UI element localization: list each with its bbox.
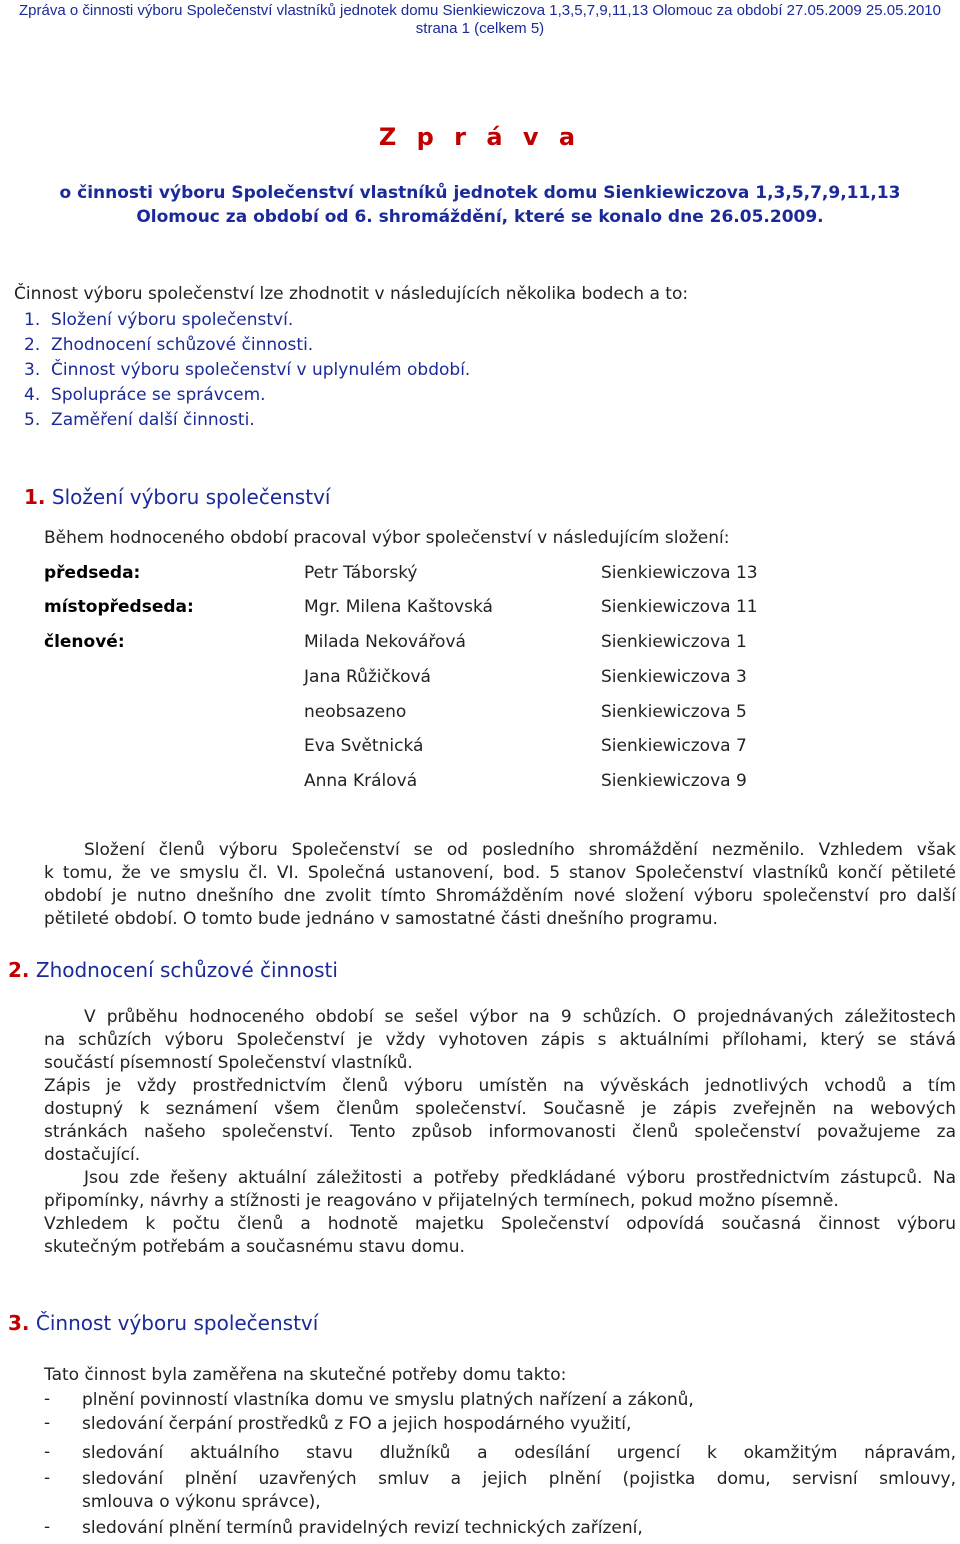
document-subtitle-line1: o činnosti výboru Společenství vlastníků jednotek domu Sienkiewiczova 1,3,5,7,9,11,13 <box>59 183 901 203</box>
member-name: Anna Králová <box>304 771 418 791</box>
member-name: Mgr. Milena Kaštovská <box>304 597 493 617</box>
member-role: místopředseda: <box>44 597 194 617</box>
section-lead: Tato činnost byla zaměřena na skutečné potřeby domu takto: <box>44 1365 567 1385</box>
page-header-pagination: strana 1 (celkem 5) <box>415 20 545 37</box>
page-header-title: Zpráva o činnosti výboru Společenství vlastníků jednotek domu Sienkiewiczova 1,3,5,7,9,11,13 Olomouc za období 27.05.2009 25.05.2010 <box>19 2 941 19</box>
member-name: neobsazeno <box>304 702 407 722</box>
list-bullet: - <box>44 1517 51 1537</box>
member-address: Sienkiewiczova 9 <box>601 771 747 791</box>
list-bullet: - <box>44 1413 51 1433</box>
toc-item: 1. Složení výboru společenství. <box>24 310 294 330</box>
toc-item: 2. Zhodnocení schůzové činnosti. <box>24 335 314 355</box>
section1-paragraph: Složení členů výboru Společenství se od posledního shromáždění nezměnilo. Vzhledem však k tomu, že ve smyslu čl. VI. Společná ustanovení, bod. 5 stanov Společenství vlastníků končí pětileté období je nutno dnešního dne zvolit tímto Shromážděním nové složení výboru společenství pro další pětileté období. O tomto bude jednáno v samostatné části dnešního programu. <box>44 840 956 929</box>
document-title: Z p r á v a <box>378 123 582 151</box>
member-name: Milada Nekovářová <box>304 632 466 652</box>
member-name: Jana Růžičková <box>304 667 431 687</box>
list-bullet: - <box>44 1442 51 1462</box>
list-item: sledování aktuálního stavu dlužníků a odesílání urgencí k okamžitým nápravám, <box>82 1443 956 1463</box>
toc-item: 4. Spolupráce se správcem. <box>24 385 266 405</box>
member-address: Sienkiewiczova 1 <box>601 632 747 652</box>
list-bullet: - <box>44 1468 51 1488</box>
section-heading: 3. Činnost výboru společenství <box>8 1311 319 1335</box>
member-address: Sienkiewiczova 3 <box>601 667 747 687</box>
section-heading: 2. Zhodnocení schůzové činnosti <box>8 958 338 982</box>
list-item: plnění povinností vlastníka domu ve smyslu platných nařízení a zákonů, <box>82 1390 694 1410</box>
member-address: Sienkiewiczova 5 <box>601 702 747 722</box>
document-subtitle-line2: Olomouc za období od 6. shromáždění, které se konalo dne 26.05.2009. <box>136 207 824 227</box>
member-address: Sienkiewiczova 11 <box>601 597 758 617</box>
list-item: sledování čerpání prostředků z FO a jejich hospodárného využití, <box>82 1414 632 1434</box>
member-role: členové: <box>44 632 125 652</box>
list-bullet: - <box>44 1389 51 1409</box>
section-lead: Během hodnoceného období pracoval výbor společenství v následujícím složení: <box>44 528 730 548</box>
member-address: Sienkiewiczova 13 <box>601 563 758 583</box>
list-item: sledování plnění uzavřených smluv a jejich plnění (pojistka domu, servisní smlouvy, smlouva o výkonu správce), <box>82 1469 956 1512</box>
toc-item: 5. Zaměření další činnosti. <box>24 410 255 430</box>
list-item: sledování plnění termínů pravidelných revizí technických zařízení, <box>82 1518 643 1538</box>
section-heading: 1. Složení výboru společenství <box>24 485 331 509</box>
intro-text: Činnost výboru společenství lze zhodnotit v následujících několika bodech a to: <box>14 284 689 304</box>
member-address: Sienkiewiczova 7 <box>601 736 747 756</box>
section2-paragraph: V průběhu hodnoceného období se sešel výbor na 9 schůzích. O projednávaných záležitostech na schůzích výboru Společenství je vždy vyhotoven zápis s aktuálními přílohami, který se stává součástí písemností Společenství vlastníků. Zápis je vždy prostřednictvím členů výboru umístěn na vývěskách jednotlivých vchodů a tím dostupný k seznámení všem členům společenství. Současně je zápis zveřejněn na webových stránkách našeho společenství. Tento způsob informovanosti členů společenství považujeme za dostačující. Jsou zde řešeny aktuální záležitosti a potřeby předkládané výboru prostřednictvím zástupců. Na připomínky, návrhy a stížnosti je reagováno v přijatelných termínech, pokud možno písemně. Vzhledem k počtu členů a hodnotě majetku Společenství odpovídá současná činnost výboru skutečným potřebám a současnému stavu domu. <box>44 1007 956 1257</box>
member-name: Petr Táborský <box>304 563 418 583</box>
member-role: předseda: <box>44 563 141 583</box>
member-name: Eva Světnická <box>304 736 424 756</box>
toc-item: 3. Činnost výboru společenství v uplynulém období. <box>24 360 471 380</box>
